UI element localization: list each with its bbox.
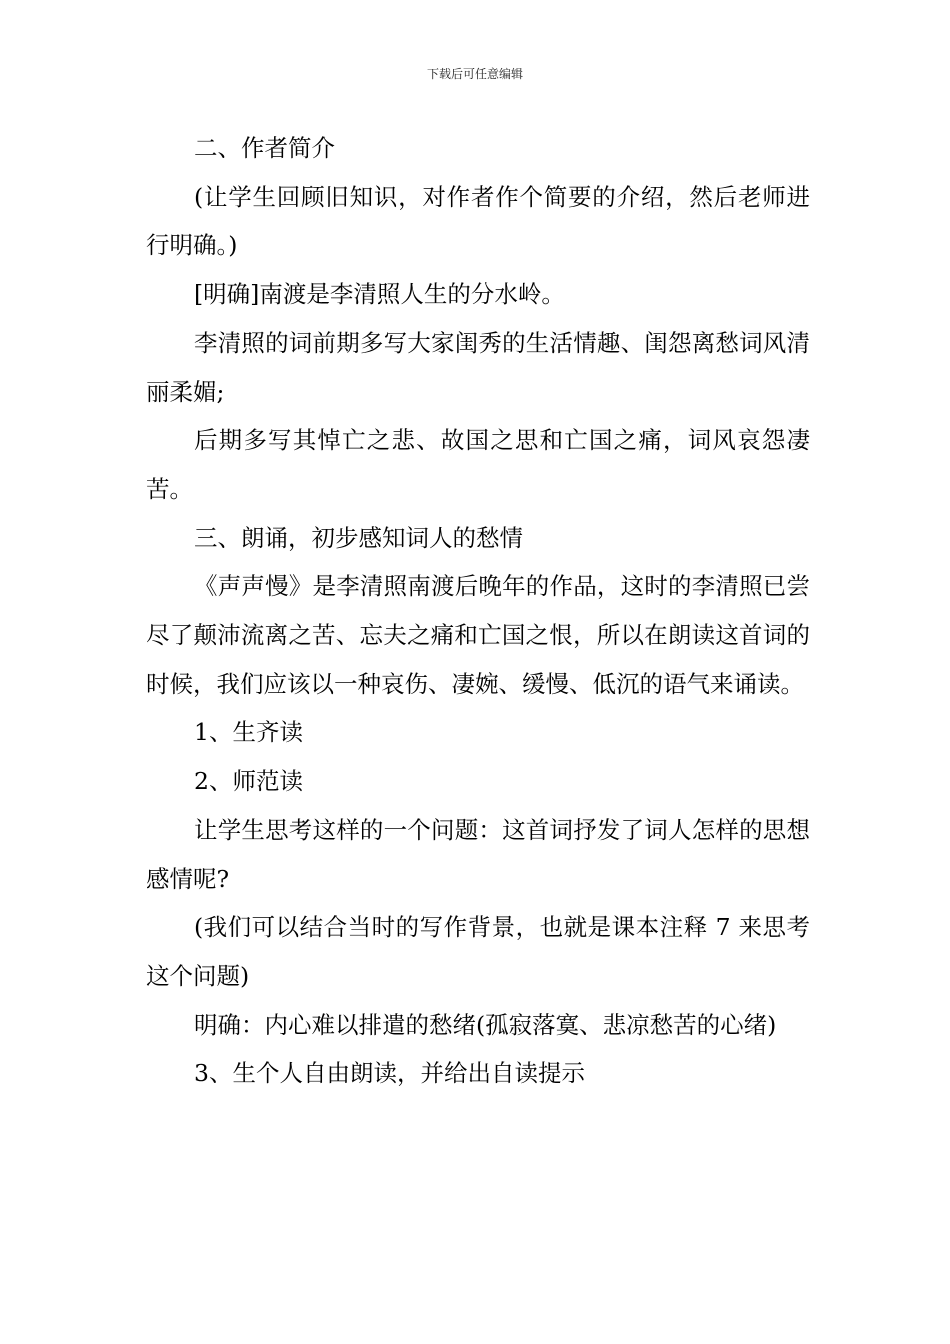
document-body (146, 124, 810, 1098)
paragraph: [明确]南渡是李清照人生的分水岭。 (194, 280, 565, 309)
section-heading-author-intro: 二、作者简介 (194, 134, 335, 162)
section-heading-recitation: 三、朗诵，初步感知词人的愁情 (194, 523, 523, 552)
list-item: 3、生个人自由朗读，并给出自读提示 (194, 1059, 585, 1088)
paragraph: 《声声慢》是李清照南渡后晚年的作品，这时的李清照已尝尽了颠沛流离之苦、忘夫之痛和亡国之恨，所以在朗读这首词的时候，我们应该以一种哀伤、凄婉、缓慢、低沉的语气来诵读。 (146, 572, 810, 698)
paragraph: (我们可以结合当时的写作背景，也就是课本注释 7 来思考这个问题) (146, 913, 810, 990)
paragraph: 明确：内心难以排遣的愁绪(孤寂落寞、悲凉愁苦的心绪) (194, 1010, 777, 1039)
paragraph: 李清照的词前期多写大家闺秀的生活情趣、闺怨离愁词风清丽柔媚; (146, 328, 810, 406)
list-item: 1、生齐读 (194, 718, 303, 747)
list-item: 2、师范读 (194, 767, 303, 796)
paragraph: 让学生思考这样的一个问题：这首词抒发了词人怎样的思想感情呢? (146, 815, 810, 893)
paragraph: (让学生回顾旧知识，对作者作个简要的介绍，然后老师进行明确。) (146, 182, 810, 260)
paragraph: 后期多写其悼亡之悲、故国之思和亡国之痛，词风哀怨凄苦。 (146, 426, 810, 503)
page-header: 下载后可任意编辑 (426, 67, 523, 81)
